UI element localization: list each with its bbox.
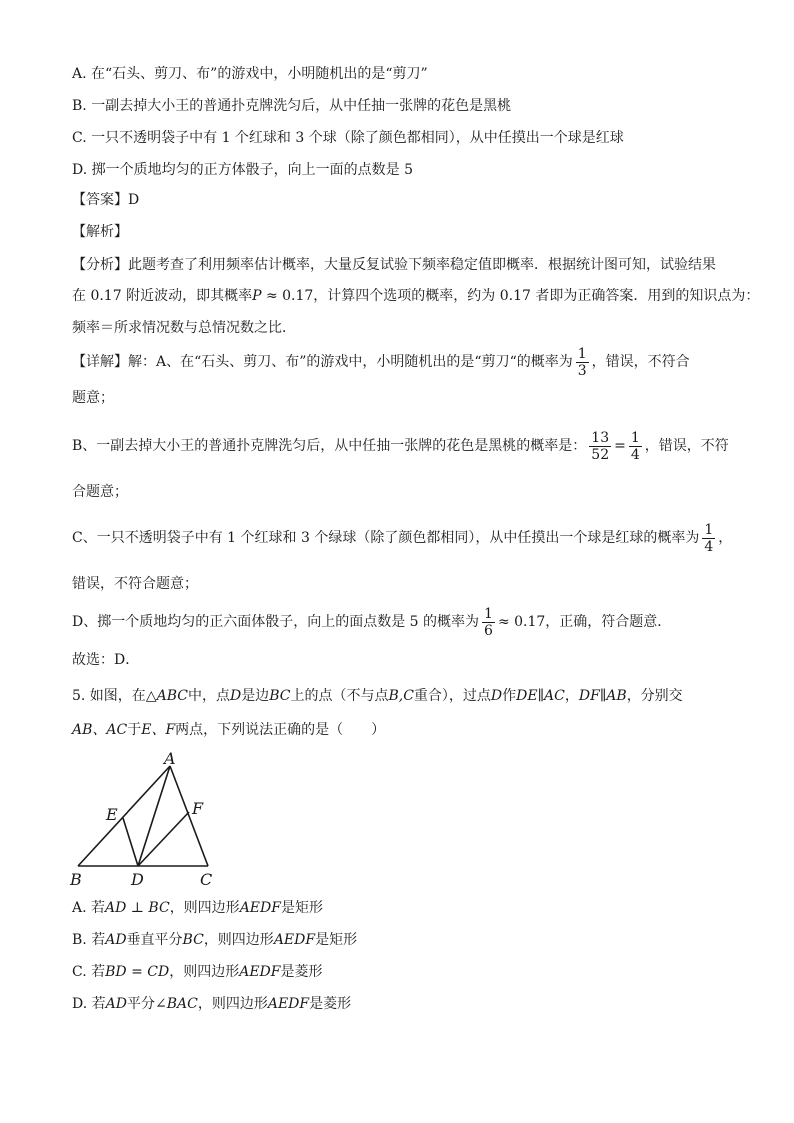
analysis-title: 【解析】 (72, 224, 128, 240)
label-f: F (192, 799, 204, 818)
quad-aedf: AEDF (267, 996, 310, 1012)
answer-tag: 【答案】 (72, 192, 128, 208)
math-angle-bac: ∠BAC (154, 996, 198, 1012)
option-text: 垂直平分 (126, 932, 183, 948)
fraction-one-sixth (482, 606, 495, 639)
numerator: 1 (484, 605, 493, 622)
denominator: 52 (591, 446, 610, 463)
q5-text: 是边 (241, 688, 270, 704)
math-bc: BC (182, 932, 204, 948)
analysis-text-2a: 在 0.17 附近波动，即其概率 (72, 288, 253, 304)
label-a: A (164, 752, 176, 768)
analysis-line-3: 频率＝所求情况数与总情况数之比． (72, 320, 296, 336)
segment-de (123, 818, 138, 866)
q5-option-b (72, 930, 357, 950)
denominator: 4 (704, 538, 714, 555)
point-d: D (229, 688, 242, 704)
numerator: 13 (591, 429, 610, 446)
math-ad: AD (105, 996, 127, 1012)
numerator: 1 (577, 345, 587, 362)
detail-a-verdict: ，错误，不符合 (591, 354, 690, 370)
math-bd-eq-cd: BD = CD (105, 964, 170, 980)
detail-b-text: B、一副去掉大小王的普通扑克牌洗匀后，从中任抽一张牌的花色是黑桃的概率是： (72, 438, 587, 454)
detail-c-line (72, 520, 732, 556)
option-text: 是菱形 (280, 964, 323, 980)
symbol-p: P (252, 288, 262, 304)
math-ad: AD (105, 932, 127, 948)
label-e: E (106, 805, 118, 824)
segment-ad (138, 766, 170, 866)
q5-text: ， (564, 688, 579, 704)
quad-aedf: AEDF (239, 964, 281, 980)
analysis-tag: 【分析】 (72, 257, 128, 273)
detail-b-verdict: ，错误，不符 (644, 438, 729, 454)
option-a: A. 在“石头、剪刀、布”的游戏中，小明随机出的是“剪刀” (72, 66, 428, 82)
analysis-line-2 (72, 286, 759, 306)
detail-tag: 【详解】 (72, 354, 128, 370)
q5-text: 两点，下列说法正确的是（ ） (175, 722, 386, 738)
q5-text: 中，点 (187, 688, 230, 704)
point-d: D (490, 688, 503, 704)
answer-line (72, 190, 139, 210)
q5-option-a (72, 898, 323, 918)
q5-line-2 (72, 720, 385, 740)
triangle-figure (68, 752, 248, 892)
option-text: ，则四边形 (169, 900, 240, 916)
detail-c-text: C、一只不透明袋子中有 1 个红球和 3 个绿球（除了颜色都相同），从中任摸出一个球是红球的概率为 (72, 530, 700, 546)
detail-a-line (72, 344, 690, 380)
detail-d-line (72, 604, 671, 640)
quad-aedf: AEDF (273, 932, 316, 948)
analysis-text-1: 此题考查了利用频率估计概率，大量反复试验下频率稳定值即概率．根据统计图可知，试验结果 (128, 257, 716, 273)
df-parallel-ab: DF∥AB (578, 688, 627, 704)
option-text: ，则四边形 (169, 964, 240, 980)
fraction-one-third (576, 346, 589, 379)
q5-text: 作 (502, 688, 517, 704)
segments-ab-ac: AB、AC (72, 722, 128, 738)
option-text: ，则四边形 (203, 932, 274, 948)
answer-value: D (128, 192, 140, 208)
fraction-13-52 (589, 430, 611, 463)
q5-text: 重合），过点 (413, 688, 491, 704)
option-text: 是菱形 (309, 996, 352, 1012)
de-parallel-ac: DE∥AC (516, 688, 565, 704)
q5-text: 上的点（不与点 (290, 688, 389, 704)
option-text: 平分 (126, 996, 155, 1012)
denominator: 6 (484, 622, 493, 639)
q5-option-c (72, 962, 323, 982)
detail-c-cont: 错误，不符合题意； (72, 576, 198, 592)
detail-a-cont: 题意； (72, 390, 114, 406)
segment-df (138, 812, 189, 866)
option-text: D. 若 (72, 996, 106, 1012)
math-ad-perp-bc: AD ⊥ BC (105, 900, 170, 916)
detail-conclusion: 故选：D． (72, 652, 140, 668)
option-b: B. 一副去掉大小王的普通扑克牌洗匀后，从中任抽一张牌的花色是黑桃 (72, 98, 512, 114)
q5-text: ，分别交 (626, 688, 683, 704)
triangle-abc: △ABC (145, 688, 188, 704)
label-c: C (200, 870, 213, 889)
q5-line-1 (72, 686, 683, 706)
option-text: 是矩形 (315, 932, 358, 948)
q5-text: 于 (127, 722, 142, 738)
detail-b-cont: 合题意； (72, 484, 128, 500)
option-d: D. 掷一个质地均匀的正方体骰子，向上一面的点数是 5 (72, 162, 413, 178)
option-text: ，则四边形 (197, 996, 268, 1012)
numerator: 1 (704, 521, 714, 538)
segment-bc: BC (269, 688, 291, 704)
fraction-one-fourth-c (702, 522, 715, 555)
denominator: 3 (577, 362, 587, 379)
option-text: 是矩形 (280, 900, 323, 916)
points-ef: E、F (141, 722, 176, 738)
fraction-one-fourth (629, 430, 642, 463)
equals-sign: = (614, 438, 626, 454)
quad-aedf: AEDF (239, 900, 281, 916)
denominator: 4 (630, 446, 640, 463)
option-c: C. 一只不透明袋子中有 1 个红球和 3 个球（除了颜色都相同），从中任摸出一个球是红球 (72, 130, 624, 146)
option-text: B. 若 (72, 932, 106, 948)
option-text: A. 若 (72, 900, 106, 916)
option-text: C. 若 (72, 964, 106, 980)
q5-text: 5. 如图，在 (72, 688, 146, 704)
segment-ab (78, 766, 170, 866)
detail-a-text: 解：A、在“石头、剪刀、布”的游戏中，小明随机出的是“剪刀“的概率为 (128, 354, 573, 370)
detail-d-verdict: ≈ 0.17，正确，符合题意． (497, 614, 672, 630)
detail-b-line (72, 428, 729, 464)
numerator: 1 (630, 429, 640, 446)
analysis-text-2b: ≈ 0.17，计算四个选项的概率，约为 0.17 者即为正确答案．用到的知识点为： (261, 288, 760, 304)
analysis-line-1 (72, 255, 716, 275)
label-d: D (131, 870, 144, 889)
detail-c-comma: ， (718, 530, 733, 546)
detail-d-text: D、掷一个质地均匀的正六面体骰子，向上的面点数是 5 的概率为 (72, 614, 480, 630)
points-bc: B,C (388, 688, 414, 704)
q5-option-d (72, 994, 351, 1014)
label-b: B (70, 870, 82, 889)
